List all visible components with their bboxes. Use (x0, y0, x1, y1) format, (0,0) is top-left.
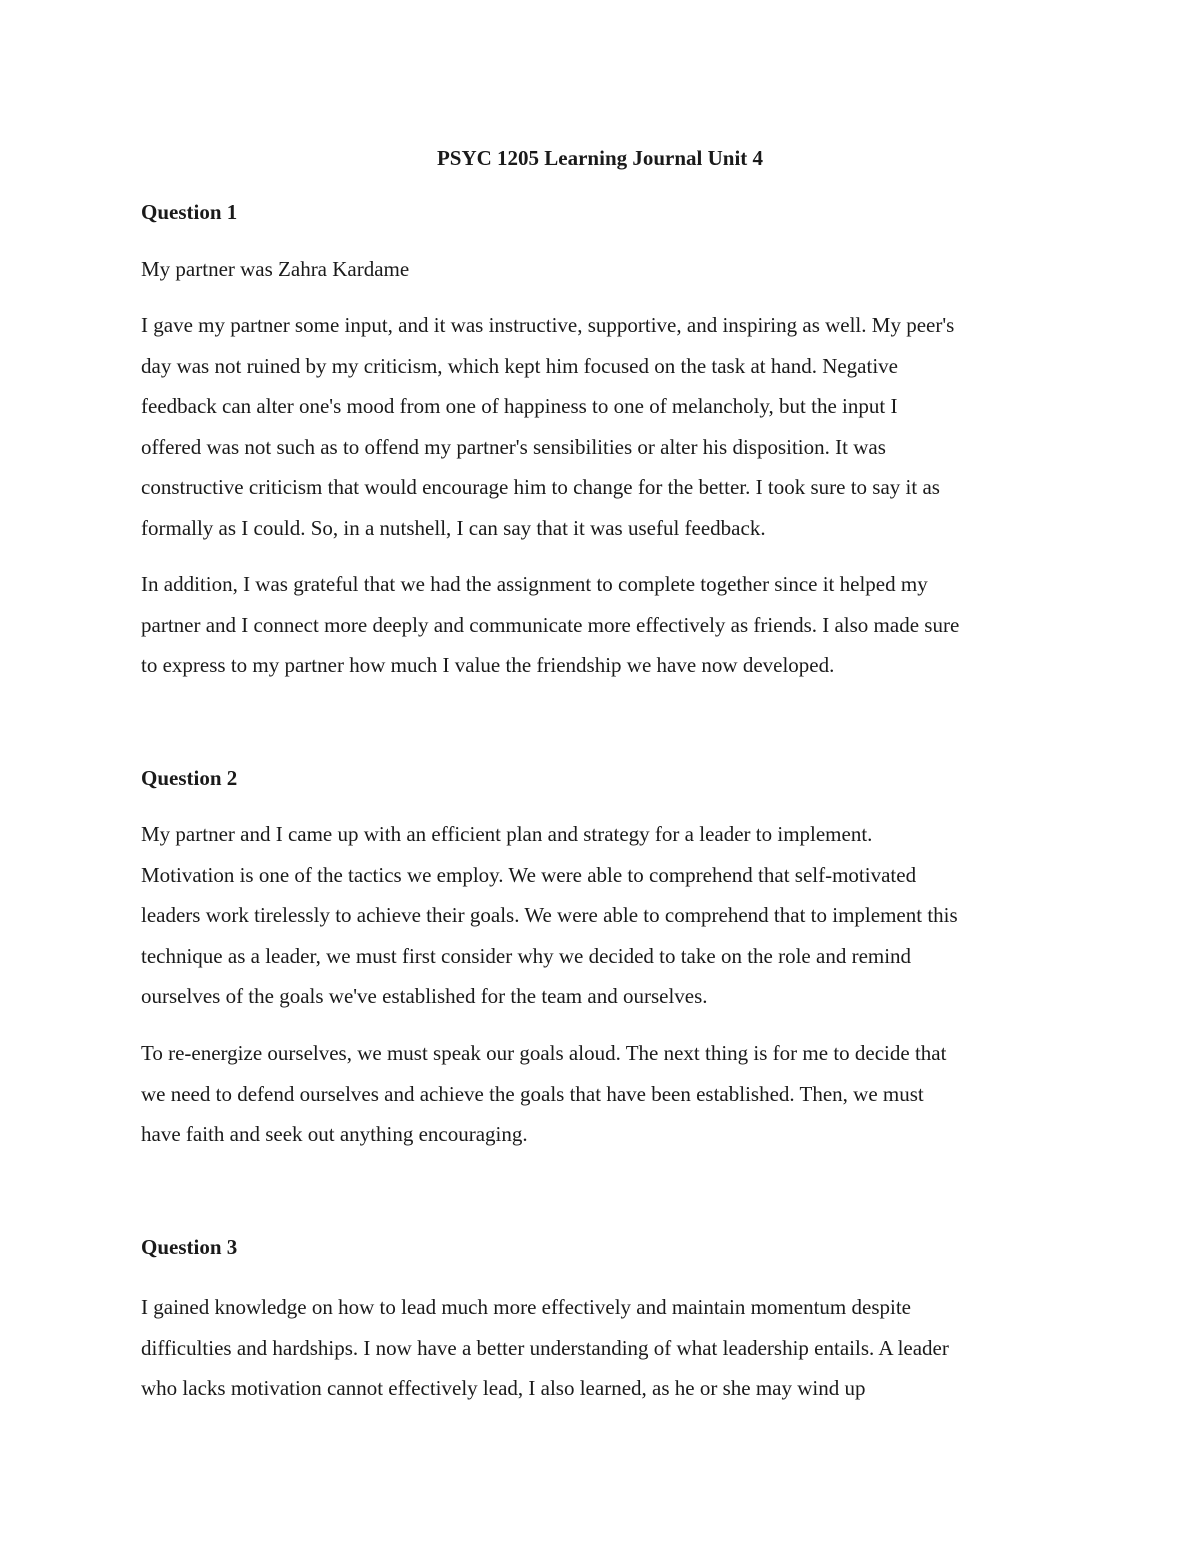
question-2-heading: Question 2 (141, 766, 238, 790)
text-line: day was not ruined by my criticism, which kept him focused on the task at hand. Negative (141, 353, 898, 378)
text-line: constructive criticism that would encourage him to change for the better. I took sure to say it as (141, 475, 940, 499)
q3-paragraph-knowledge (141, 1287, 1066, 1409)
text-line: To re-energize ourselves, we must speak our goals aloud. The next thing is for me to decide that (141, 1041, 947, 1065)
text-line: formally as I could. So, in a nutshell, I can say that it was useful feedback. (141, 515, 766, 540)
q1-paragraph-partner (141, 249, 1066, 290)
question-1-heading: Question 1 (141, 200, 238, 224)
text-line: who lacks motivation cannot effectively lead, I also learned, as he or she may wind up (141, 1376, 866, 1400)
document-title: PSYC 1205 Learning Journal Unit 4 (436, 146, 764, 170)
text-line: to express to my partner how much I value the friendship we have now developed. (141, 653, 835, 677)
text-line: have faith and seek out anything encouraging. (141, 1122, 528, 1146)
q2-paragraph-reenergize (141, 1033, 1066, 1155)
q1-paragraph-addition (141, 564, 1066, 686)
text-line: I gained knowledge on how to lead much more effectively and maintain momentum despite (141, 1295, 911, 1319)
text-line: difficulties and hardships. I now have a better understanding of what leadership entails. A leader (141, 1335, 949, 1360)
text-line: partner and I connect more deeply and communicate more effectively as friends. I also made sure (141, 612, 960, 637)
text-line: I gave my partner some input, and it was instructive, supportive, and inspiring as well. My peer's (141, 313, 955, 337)
text-line: we need to defend ourselves and achieve the goals that have been established. Then, we must (141, 1081, 924, 1106)
text-line: feedback can alter one's mood from one of happiness to one of melancholy, but the input I (141, 394, 898, 418)
text-line: technique as a leader, we must first consider why we decided to take on the role and remind (141, 943, 912, 968)
question-3-heading: Question 3 (141, 1235, 238, 1259)
q1-paragraph-feedback (141, 305, 1066, 548)
q2-paragraph-plan (141, 814, 1066, 1017)
text-line: Motivation is one of the tactics we employ. We were able to comprehend that self-motivated (141, 862, 917, 887)
text-line: My partner was Zahra Kardame (141, 257, 410, 281)
text-line: leaders work tirelessly to achieve their goals. We were able to comprehend that to implement this (141, 903, 958, 927)
text-line: ourselves of the goals we've established for the team and ourselves. (141, 984, 708, 1008)
text-line: My partner and I came up with an efficient plan and strategy for a leader to implement. (141, 822, 873, 846)
text-line: In addition, I was grateful that we had the assignment to complete together since it helped my (141, 572, 928, 596)
text-line: offered was not such as to offend my partner's sensibilities or alter his disposition. It was (141, 434, 886, 459)
